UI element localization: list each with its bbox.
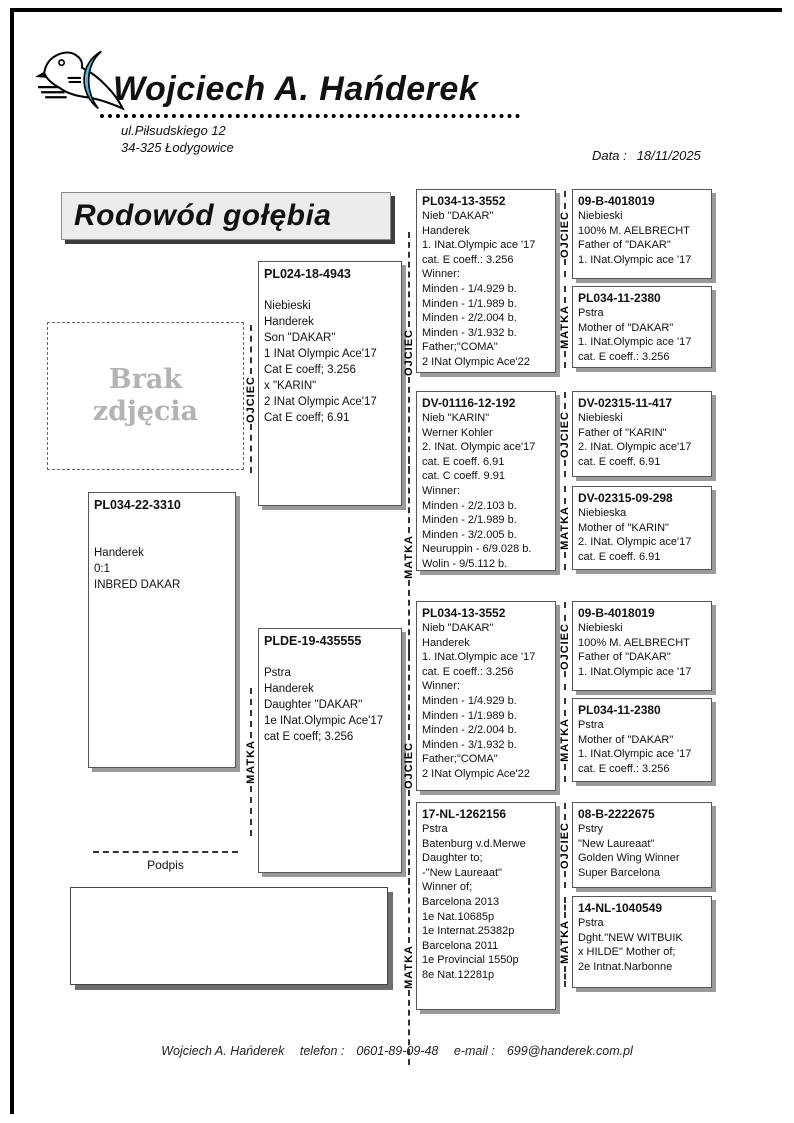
ring-number: DV-01116-12-192 — [422, 396, 516, 410]
breeder-name: Wojciech A. Hańderek — [113, 70, 479, 108]
pedigree-line: Pstra — [422, 823, 448, 835]
pedigree-line: Batenburg v.d.Merwe — [422, 837, 526, 850]
dashed-connector — [564, 803, 566, 820]
dashed-connector — [564, 671, 566, 690]
pedigree-line: Daughter "DAKAR" — [264, 699, 363, 711]
pedigree-line: -"New Laureaat" — [422, 866, 502, 879]
father-label: OJCIEC — [558, 392, 572, 477]
pedigree-line: Niebieski — [578, 622, 623, 634]
father-label: OJCIEC — [558, 803, 572, 888]
pedigree-box-mfm — [572, 698, 712, 782]
pedigree-line: 1. INat.Olympic ace '17 — [578, 336, 692, 349]
dashed-connector — [564, 351, 566, 368]
pedigree-box-mmf — [572, 802, 712, 888]
dashed-connector — [564, 486, 566, 504]
pedigree-line: Father of "DAKAR" — [578, 239, 671, 252]
dashed-connector — [250, 688, 252, 738]
pedigree-line: Son "DAKAR" — [264, 332, 336, 344]
mother-label: MATKA — [558, 897, 572, 987]
pedigree-line: x "KARIN" — [264, 380, 317, 392]
dashed-connector — [250, 424, 252, 473]
mother-label: MATKA — [244, 688, 258, 836]
pedigree-box-father-father — [416, 189, 556, 373]
signature-line — [93, 851, 238, 853]
pedigree-line: Pstra — [578, 917, 604, 929]
footer-contact-line — [0, 1044, 794, 1058]
pedigree-line: Minden - 3/1.932 b. — [422, 326, 517, 339]
pedigree-line — [94, 529, 230, 545]
pedigree-line: Super Barcelona — [578, 866, 660, 879]
ring-number: PL024-18-4943 — [264, 267, 351, 281]
pedigree-details — [422, 209, 550, 370]
dashed-connector — [564, 392, 566, 409]
pedigree-line: Minden - 3/1.932 b. — [422, 738, 517, 751]
ring-number: 17-NL-1262156 — [422, 807, 507, 821]
pedigree-line: Barcelona 2013 — [422, 895, 500, 908]
pedigree-box-mother-father — [416, 601, 556, 791]
pedigree-line: cat. E coeff.: 3.256 — [422, 253, 514, 266]
pedigree-line: Cat E coeff; 3.256 — [264, 364, 356, 376]
brand-underline — [100, 114, 520, 118]
dashed-connector — [408, 645, 410, 740]
pedigree-box-mother-mother — [416, 802, 556, 1010]
father-label: OJCIEC — [402, 232, 416, 472]
photo-placeholder-line2: zdjęcia — [92, 396, 199, 427]
pedigree-box-fff — [572, 189, 712, 279]
pedigree-line: 0:1 — [94, 563, 110, 575]
address-line-1: ul.Piłsudskiego 12 — [121, 123, 226, 138]
dashed-connector — [564, 698, 566, 716]
frame-top-rule — [10, 8, 782, 12]
pedigree-line: "New Laureaat" — [578, 837, 655, 850]
pedigree-line: Handerek — [264, 683, 314, 695]
pedigree-box-subject — [88, 492, 236, 768]
pedigree-line: Winner: — [422, 680, 460, 693]
pedigree-line: x HILDE" Mother of; — [578, 946, 676, 959]
pedigree-line: Minden - 1/1.989 b. — [422, 297, 517, 310]
mother-label: MATKA — [558, 486, 572, 570]
pedigree-line — [264, 282, 396, 298]
father-label: OJCIEC — [558, 191, 572, 277]
pedigree-details — [422, 822, 550, 983]
pedigree-details — [578, 209, 706, 267]
photo-placeholder — [47, 322, 244, 470]
dashed-connector — [564, 871, 566, 888]
pedigree-box-father — [258, 261, 402, 506]
dashed-connector — [408, 232, 410, 327]
pedigree-line: cat. E coeff. 6.91 — [578, 550, 661, 563]
pedigree-line: Father;"COMA" — [422, 753, 498, 766]
footer-email: 699@handerek.com.pl — [506, 1044, 633, 1058]
pedigree-box-father-mother — [416, 391, 556, 571]
dashed-connector — [408, 868, 410, 943]
pedigree-line: Pstry — [578, 823, 604, 835]
dashed-connector — [564, 966, 566, 987]
ring-number: PL034-11-2380 — [578, 291, 661, 305]
pedigree-line: cat. E coeff.: 3.256 — [422, 665, 514, 678]
pedigree-line: INBRED DAKAR — [94, 579, 181, 591]
pedigree-box-ffm — [572, 286, 712, 368]
mother-label: MATKA — [558, 286, 572, 368]
pedigree-line: Werner Kohler — [422, 426, 493, 439]
pedigree-details — [578, 822, 706, 880]
pedigree-line: Minden - 1/4.929 b. — [422, 694, 517, 707]
father-label: OJCIEC — [244, 325, 258, 473]
pedigree-line: 2 INat Olympic Ace'22 — [422, 767, 530, 780]
photo-placeholder-line1: Brak — [108, 364, 183, 395]
pedigree-line — [94, 513, 230, 529]
pedigree-line: Golden Wing Winner — [578, 852, 680, 865]
pedigree-line: Winner: — [422, 484, 460, 497]
pedigree-line: Minden - 2/2.103 b. — [422, 499, 517, 512]
pedigree-line: Handerek — [94, 547, 144, 559]
pedigree-line: Nieb "DAKAR" — [422, 210, 494, 222]
footer-email-label: e-mail : — [453, 1044, 495, 1058]
pedigree-line: Minden - 2/1.989 b. — [422, 514, 517, 527]
dashed-connector — [564, 259, 566, 277]
page-title: Rodowód gołębia — [74, 199, 332, 232]
pedigree-line: Wolin - 9/5.112 b. — [422, 557, 508, 570]
pedigree-line: Mother of "KARIN" — [578, 521, 669, 534]
pedigree-line: 1. INat.Olympic ace '17 — [422, 239, 536, 252]
pedigree-line: Barcelona 2011 — [422, 939, 499, 952]
pedigree-line: 2 INat Olympic Ace'17 — [264, 396, 377, 408]
pedigree-details — [422, 621, 550, 782]
pedigree-line: Minden - 2/2.004 b. — [422, 312, 517, 325]
pedigree-line: Mother of "DAKAR" — [578, 321, 674, 334]
pedigree-line: Cat E coeff; 6.91 — [264, 412, 350, 424]
pedigree-line — [264, 649, 396, 665]
pedigree-line: Handerek — [264, 316, 314, 328]
dashed-connector — [564, 552, 566, 570]
signature-label: Podpis — [147, 858, 184, 872]
pedigree-line: 2. INat. Olympic ace'17 — [578, 441, 692, 454]
pedigree-line: Mother of "DAKAR" — [578, 733, 674, 746]
pedigree-details — [264, 649, 396, 745]
pedigree-line: Nieb "KARIN" — [422, 412, 490, 424]
pedigree-line: 2e Intnat.Narbonne — [578, 960, 673, 973]
pedigree-line: 2 INat Olympic Ace'22 — [422, 355, 530, 368]
pedigree-line: 2. INat. Olympic ace'17 — [422, 441, 536, 454]
ring-number: PL034-13-3552 — [422, 194, 506, 208]
pedigree-line: Father of "DAKAR" — [578, 651, 671, 664]
pedigree-line: 1. INat.Olympic ace '17 — [578, 748, 692, 761]
pedigree-details — [578, 621, 706, 679]
pedigree-box-mmm — [572, 896, 712, 988]
date-line — [592, 148, 701, 163]
pedigree-line: Pstra — [578, 307, 604, 319]
pedigree-line: 1e Provincial 1550p — [422, 954, 519, 967]
pedigree-line: Daughter to; — [422, 852, 483, 865]
dashed-connector — [250, 325, 252, 374]
pedigree-details — [578, 411, 706, 469]
pedigree-line: Minden - 1/1.989 b. — [422, 709, 517, 722]
date-label: Data : — [592, 148, 627, 163]
dashed-connector — [408, 458, 410, 533]
pedigree-line: 100% M. AELBRECHT — [578, 224, 690, 237]
pedigree-line: 1e Internat.25382p — [422, 925, 515, 938]
pedigree-details — [422, 411, 550, 571]
footer-phone-label: telefon : — [299, 1044, 345, 1058]
breeder-address — [121, 122, 234, 156]
pedigree-line: 8e Nat.12281p — [422, 968, 495, 981]
pedigree-line: Niebieska — [578, 507, 627, 519]
pedigree-line: cat. E coeff. 6.91 — [578, 455, 661, 468]
address-line-2: 34-325 Łodygowice — [121, 140, 234, 155]
pedigree-line: Handerek — [422, 224, 470, 237]
pedigree-details — [94, 513, 230, 593]
pedigree-details — [578, 916, 706, 974]
ring-number: 09-B-4018019 — [578, 194, 655, 208]
pedigree-line: 1e INat.Olympic Ace'17 — [264, 715, 384, 727]
dashed-connector — [564, 286, 566, 303]
notes-empty-box — [70, 887, 388, 985]
mother-label: MATKA — [402, 868, 416, 1065]
ring-number: PL034-22-3310 — [94, 498, 181, 512]
pedigree-line: Winner of; — [422, 881, 473, 894]
document-title-box — [61, 192, 391, 240]
ring-number: 08-B-2222675 — [578, 807, 655, 821]
dashed-connector — [408, 580, 410, 655]
pedigree-line: cat. E coeff. 6.91 — [422, 455, 505, 468]
footer-name: Wojciech A. Hańderek — [161, 1044, 285, 1058]
ring-number: 14-NL-1040549 — [578, 901, 663, 915]
dashed-connector — [564, 764, 566, 782]
dashed-connector — [564, 191, 566, 209]
pedigree-details — [578, 306, 706, 364]
pedigree-line: Father of "KARIN" — [578, 426, 667, 439]
pedigree-line: 100% M. AELBRECHT — [578, 636, 690, 649]
pedigree-line: Handerek — [422, 636, 470, 649]
pedigree-line: 1 INat Olympic Ace'17 — [264, 348, 377, 360]
pedigree-box-fmf — [572, 391, 712, 477]
dashed-connector — [564, 897, 566, 918]
pedigree-box-mother — [258, 628, 402, 873]
pedigree-details — [264, 282, 396, 426]
pedigree-line: Winner: — [422, 268, 460, 281]
pedigree-line: cat E coeff; 3.256 — [264, 731, 354, 743]
pedigree-line: 1. INat.Olympic ace '17 — [578, 665, 692, 678]
pedigree-box-fmm — [572, 486, 712, 570]
pedigree-line: cat. C coeff. 9.91 — [422, 470, 505, 483]
frame-left-rule — [10, 8, 14, 1114]
pedigree-line: 1e Nat.10685p — [422, 910, 495, 923]
pedigree-line: Pstra — [264, 667, 291, 679]
pedigree-box-mff — [572, 601, 712, 691]
mother-label: MATKA — [558, 698, 572, 782]
footer-phone: 0601-89-09-48 — [356, 1044, 439, 1058]
pedigree-line: cat. E coeff.: 3.256 — [578, 762, 670, 775]
pedigree-line: Pstra — [578, 719, 604, 731]
pedigree-line: Father;"COMA" — [422, 341, 498, 354]
pedigree-line: 1. INat.Olympic ace '17 — [578, 253, 692, 266]
dashed-connector — [564, 460, 566, 477]
pedigree-line: Minden - 1/4.929 b. — [422, 282, 517, 295]
dashed-connector — [564, 602, 566, 621]
pedigree-line: Neuruppin - 6/9.028 b. — [422, 543, 532, 556]
pedigree-line: Niebieski — [578, 210, 623, 222]
pedigree-line: 1. INat.Olympic ace '17 — [422, 651, 536, 664]
pedigree-line: Niebieski — [578, 412, 623, 424]
father-label: OJCIEC — [558, 602, 572, 690]
pedigree-line: Minden - 3/2.005 b. — [422, 528, 517, 541]
pedigree-details — [578, 718, 706, 776]
ring-number: PLDE-19-435555 — [264, 634, 362, 648]
mother-label: MATKA — [402, 458, 416, 655]
pedigree-line: Nieb "DAKAR" — [422, 622, 494, 634]
father-label: OJCIEC — [402, 645, 416, 885]
date-value: 18/11/2025 — [636, 148, 701, 163]
pedigree-line: Minden - 2/2.004 b. — [422, 724, 517, 737]
ring-number: PL034-11-2380 — [578, 703, 661, 717]
ring-number: DV-02315-11-417 — [578, 396, 673, 410]
ring-number: PL034-13-3552 — [422, 606, 506, 620]
ring-number: DV-02315-09-298 — [578, 491, 673, 505]
pedigree-line: 2. INat. Olympic ace'17 — [578, 536, 692, 549]
dashed-connector — [250, 786, 252, 836]
pedigree-line: Niebieski — [264, 300, 311, 312]
ring-number: 09-B-4018019 — [578, 606, 655, 620]
pedigree-line: cat. E coeff.: 3.256 — [578, 350, 670, 363]
pedigree-line: Dght."NEW WITBUIK — [578, 931, 683, 944]
pedigree-details — [578, 506, 706, 564]
